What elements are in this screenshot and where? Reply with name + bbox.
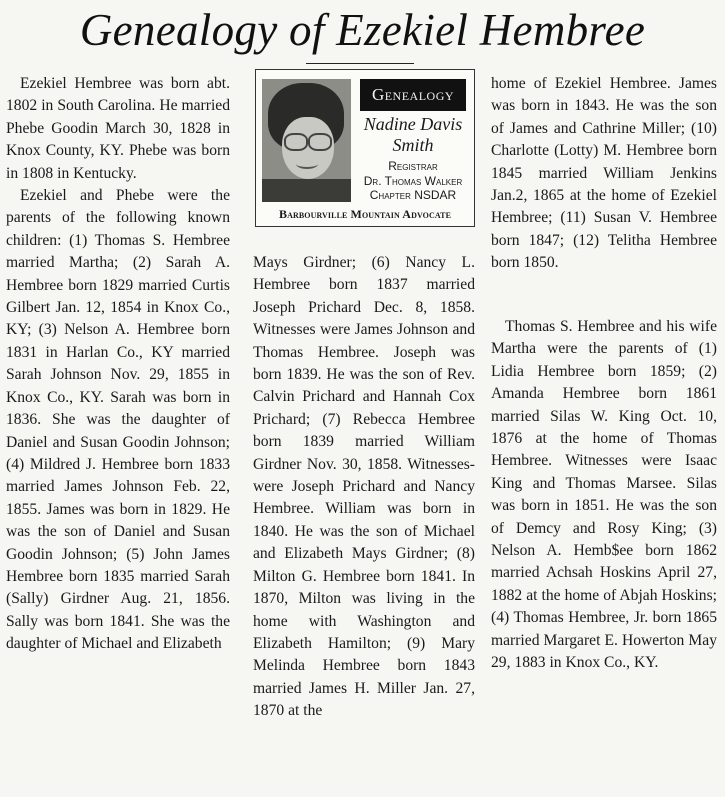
columnist-photo (262, 79, 351, 202)
author-title-line: Chapter NSDAR (369, 188, 457, 202)
article-column-1 (6, 73, 230, 656)
article-paragraph: Thomas S. Hembree and his wife Martha were the parents of (1) Lidia Hembree born 1859; (2) Amanda Hembree born 1861 married Silas W. King Oct. 10, 1876 at the home of Thomas Hembree. Witnesses were Isaac King and Thomas Marsee. Silas was born in 1851. He was the son of Demcy and Rosy King; (3) Nelson A. Hemb$ee born 1862 married Achsah Hoskins April 27, 1882 at the home of Abjah Hoskins; (4) Thomas Hembree, Jr. born 1865 married Margaret E. Howerton May 29, 1883 in Knox Co., KY. (491, 318, 717, 672)
author-title-line: Dr. Thomas Walker (363, 173, 463, 188)
headline-divider (306, 63, 414, 64)
article-headline: Genealogy of Ezekiel Hembree (79, 5, 646, 55)
article-column-2 (253, 252, 475, 723)
article-paragraph: Ezekiel Hembree was born abt. 1802 in South Carolina. He married Phebe Goodin March 30, 1828 in Knox County, KY. Phebe was born in 1808 in Kentucky. (6, 75, 230, 182)
columnist-byline-box (255, 69, 475, 227)
author-title-line: Registrar (388, 159, 438, 173)
article-column-3-continued (491, 316, 717, 675)
article-column-3 (491, 73, 717, 275)
article-paragraph: Ezekiel and Phebe were the parents of the following known children: (1) Thomas S. Hembree married Martha; (2) Sarah A. Hembree born 1829 married Curtis Gilbert Jan. 12, 1854 in Knox Co., KY; (3) Nelson A. Hembree born 1831 in Harlan Co., KY married Sarah Johnson Nov. 29, 1855 in Knox Co., KY. Sarah was born in 1836. She was the daughter of Daniel and Susan Goodin Johnson; (4) Mildred J. Hembree born 1833 married James Johnson Feb. 22, 1855. James was born in 1829. He was the son of Daniel and Susan Goodin Johnson; (5) John James Hembree born 1835 married Sarah (Sally) Girdner Aug. 21, 1856. Sally was born 1841. She was the daughter of Michael and Elizabeth (6, 187, 230, 653)
section-tag: Genealogy (360, 79, 466, 111)
author-name: Nadine Davis Smith (363, 114, 463, 155)
author-title (354, 159, 472, 203)
article-paragraph: Mays Girdner; (6) Nancy L. Hembree born 1837 married Joseph Prichard Dec. 8, 1858. Witnesses were James Johnson and Thomas Hembree. Joseph was born 1839. He was the son of Rev. Calvin Prichard and Hannah Cox Prichard; (7) Rebecca Hembree born 1839 married William Girdner Nov. 30, 1858. Witnesses-were Joseph Prichard and Nancy Hembree. William was born in 1840. He was the son of Michael and Elizabeth Mays Girdner; (8) Milton G. Hembree born 1841. In 1870, Milton was living in the home with Washington and Elizabeth Hamilton; (9) Mary Melinda Hembree born 1843 married James H. Miller Jan. 27, 1870 at the (253, 254, 475, 720)
publication-name: Barbourville Mountain Advocate (278, 207, 452, 221)
article-paragraph: home of Ezekiel Hembree. James was born in 1843. He was the son of James and Cathrine Miller; (10) Charlotte (Lotty) M. Hembree born 1845 married William Jenkins Jan.2, 1865 at the home of Ezekiel Hembree; (11) Susan V. Hembree born 1847; (12) Telitha Hembree born 1850. (491, 75, 717, 272)
